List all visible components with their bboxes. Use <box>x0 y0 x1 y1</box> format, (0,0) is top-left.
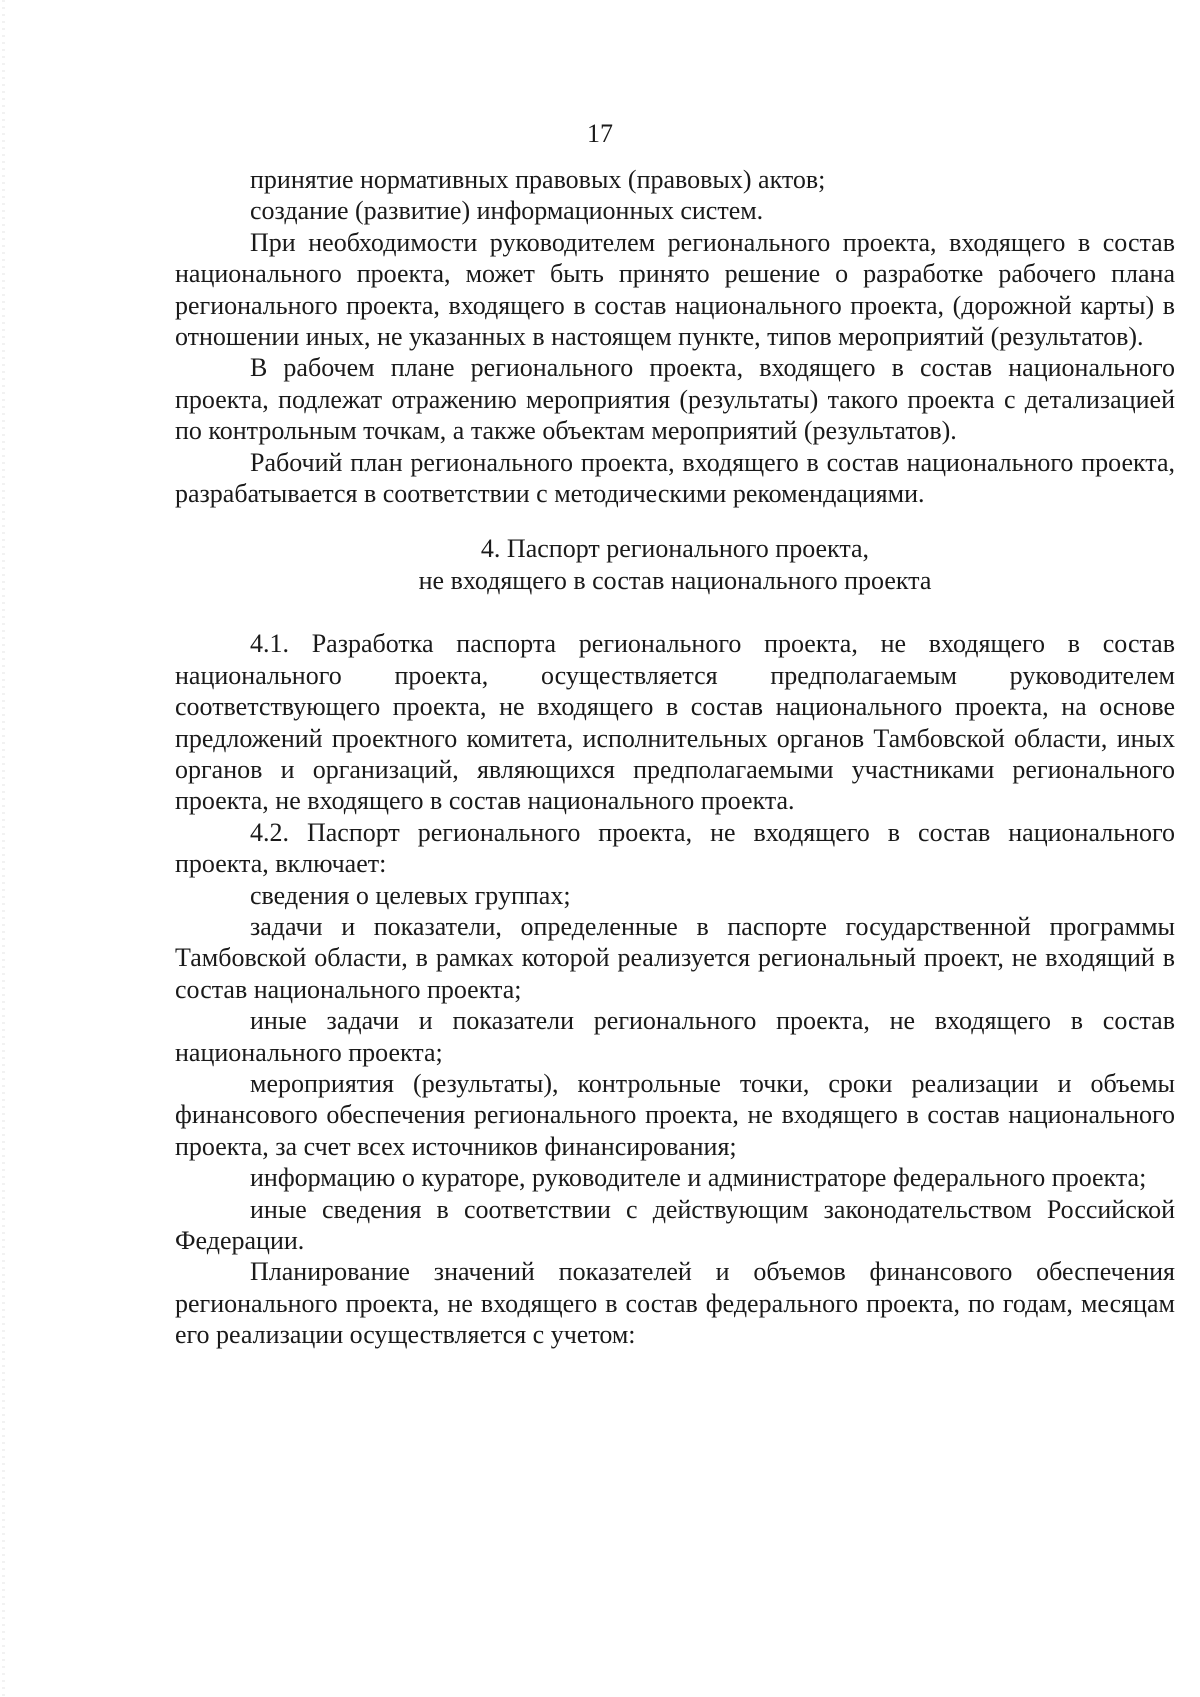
paragraph: 4.2. Паспорт регионального проекта, не входящего в состав национального проекта, включает: <box>175 817 1175 879</box>
paragraph: При необходимости руководителем регионального проекта, входящего в состав национального проекта, может быть принято решение о разработке рабочего плана регионального проекта, входящего в состав национального проекта, (дорожной карты) в отношении иных, не указанных в настоящем пункте, типов мероприятий (результатов). <box>175 227 1175 352</box>
spacer <box>175 509 1175 533</box>
paragraph: мероприятия (результаты), контрольные точки, сроки реализации и объемы финансового обеспечения регионального проекта, не входящего в состав национального проекта, за счет всех источников финансирования; <box>175 1068 1175 1161</box>
section-heading-line-2: не входящего в состав национального проекта <box>418 565 932 595</box>
section-heading <box>175 533 1175 596</box>
paragraph: Планирование значений показателей и объемов финансового обеспечения регионального проекта, не входящего в состав федерального проекта, по годам, месяцам его реализации осуществляется с учетом: <box>175 1257 1175 1350</box>
scan-edge-artifact <box>2 0 5 1697</box>
paragraph: задачи и показатели, определенные в паспорте государственной программы Тамбовской области, в рамках которой реализуется региональный проект, не входящий в состав национального проекта; <box>175 911 1175 1004</box>
paragraph: В рабочем плане регионального проекта, входящего в состав национального проекта, подлежат отражению мероприятия (результаты) такого проекта с детализацией по контрольным точкам, а также объектам мероприятий (результатов). <box>175 353 1175 446</box>
paragraph: иные сведения в соответствии с действующим законодательством Российской Федерации. <box>175 1194 1175 1255</box>
document-body <box>175 164 1175 1351</box>
section-heading-line-1: 4. Паспорт регионального проекта, <box>480 534 870 564</box>
paragraph: принятие нормативных правовых (правовых) актов; <box>250 165 826 194</box>
paragraph: 4.1. Разработка паспорта регионального проекта, не входящего в состав национального проекта, осуществляется предполагаемым руководителем соответствующего проекта, не входящего в состав национального проекта, на основе предложений проектного комитета, исполнительных органов Тамбовской области, иных органов и организаций, являющихся предполагаемыми участниками регионального проекта, не входящего в состав национального проекта. <box>175 629 1175 816</box>
paragraph: сведения о целевых группах; <box>250 880 571 910</box>
page-number: 17 <box>587 119 613 148</box>
paragraph: Рабочий план регионального проекта, входящего в состав национального проекта, разрабатывается в соответствии с методическими рекомендациями. <box>175 447 1175 509</box>
paragraph: создание (развитие) информационных систем. <box>250 196 764 226</box>
paragraph: иные задачи и показатели регионального проекта, не входящего в состав национального проекта; <box>175 1006 1175 1067</box>
spacer <box>175 596 1175 628</box>
paragraph: информацию о кураторе, руководителе и администраторе федерального проекта; <box>250 1163 1147 1193</box>
